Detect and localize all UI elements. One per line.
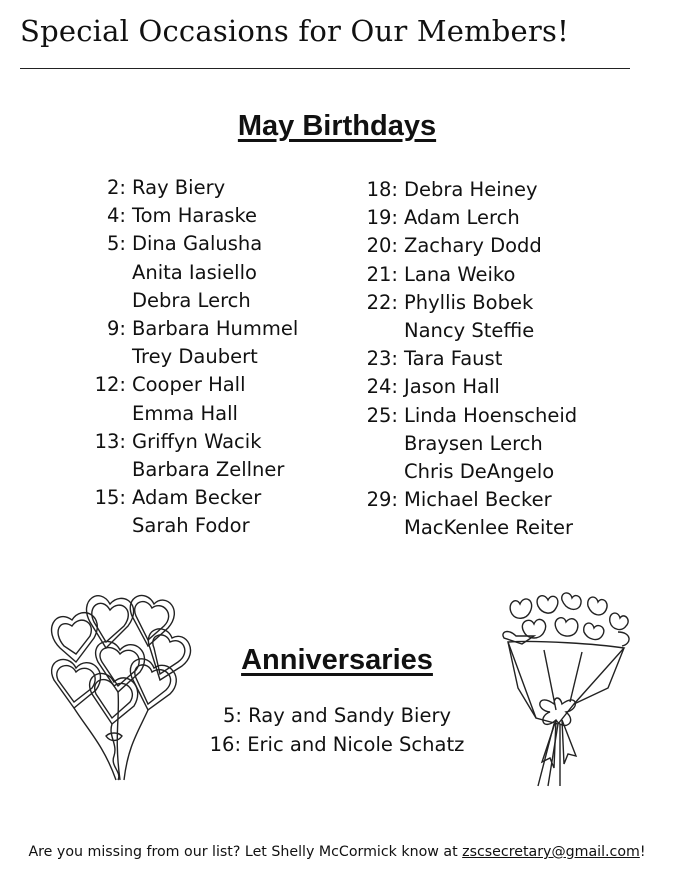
birthday-row (352, 458, 577, 486)
birthday-day: 9: (107, 316, 126, 340)
birthday-row (352, 373, 577, 401)
birthday-name: Barbara Zellner (132, 457, 285, 481)
birthday-day (80, 259, 132, 287)
birthday-name: Adam Becker (132, 486, 262, 510)
birthday-row (352, 261, 577, 289)
birthday-row (80, 259, 298, 287)
birthday-day (352, 458, 404, 486)
birthday-day (80, 456, 132, 484)
birthday-name: Dina Galusha (132, 232, 263, 256)
email-link[interactable]: zscsecretary@gmail.com (462, 844, 640, 860)
birthday-row (80, 315, 298, 343)
birthday-day (352, 317, 404, 345)
flower-bouquet-icon (498, 592, 636, 788)
anniversary-item: 16: Eric and Nicole Schatz (209, 733, 465, 756)
birthday-name: Chris DeAngelo (404, 459, 555, 483)
birthdays-right-column (352, 176, 577, 542)
birthday-name: Sarah Fodor (132, 514, 250, 538)
birthday-name: Tara Faust (404, 347, 503, 371)
birthday-day (80, 512, 132, 540)
birthday-name: Braysen Lerch (404, 431, 543, 455)
birthday-name: Nancy Steffie (404, 318, 535, 342)
birthday-row (352, 176, 577, 204)
birthday-name: Cooper Hall (132, 373, 246, 397)
birthday-row (80, 400, 298, 428)
birthday-name: Griffyn Wacik (132, 429, 262, 453)
title-divider (20, 68, 630, 69)
birthday-row (80, 343, 298, 371)
footer-note (0, 844, 674, 860)
birthday-row (352, 514, 577, 542)
birthday-name: Emma Hall (132, 401, 238, 425)
birthday-day: 22: (366, 290, 398, 314)
birthday-day: 29: (366, 488, 398, 512)
birthday-day: 5: (107, 232, 126, 256)
birthday-row (352, 402, 577, 430)
birthday-name: Tom Haraske (132, 204, 258, 228)
birthday-day (352, 514, 404, 542)
birthday-row (80, 428, 298, 456)
birthday-name: Adam Lerch (404, 206, 520, 230)
birthday-row (352, 345, 577, 373)
anniversaries-heading: Anniversaries (241, 644, 433, 676)
birthday-name: Jason Hall (404, 375, 500, 399)
birthday-day: 13: (94, 429, 126, 453)
anniversary-item: 5: Ray and Sandy Biery (222, 704, 452, 727)
birthday-name: Ray Biery (132, 176, 226, 199)
birthday-day: 15: (94, 486, 126, 510)
birthday-row (352, 232, 577, 260)
birthday-name: Lana Weiko (404, 262, 516, 286)
birthdays-heading: May Birthdays (237, 110, 437, 142)
birthday-row (80, 230, 298, 258)
birthday-day (80, 400, 132, 428)
birthday-name: Trey Daubert (132, 345, 258, 369)
birthday-name: Debra Heiney (404, 178, 538, 201)
birthday-row (352, 486, 577, 514)
birthday-day: 4: (107, 204, 126, 228)
birthday-row (80, 174, 298, 202)
birthday-day: 12: (94, 373, 126, 397)
birthday-name: Anita Iasiello (132, 260, 257, 284)
birthday-row (352, 317, 577, 345)
birthday-name: Michael Becker (404, 488, 552, 512)
birthday-row (80, 371, 298, 399)
footer-text: Are you missing from our list? Let Shelly McCormick know at (28, 844, 463, 860)
birthday-row (80, 202, 298, 230)
birthday-day: 23: (366, 347, 398, 371)
page-title: Special Occasions for Our Members! (20, 14, 569, 48)
birthday-day (80, 287, 132, 315)
birthday-day: 24: (366, 375, 398, 399)
birthday-day: 19: (366, 206, 398, 230)
birthday-name: Phyllis Bobek (404, 290, 534, 314)
birthday-day: 18: (366, 178, 398, 201)
birthday-row (80, 512, 298, 540)
birthday-row (80, 287, 298, 315)
birthday-day (352, 430, 404, 458)
birthday-name: Barbara Hummel (132, 316, 299, 340)
birthday-day: 20: (366, 234, 398, 258)
birthday-row (352, 430, 577, 458)
birthday-name: Linda Hoenscheid (404, 403, 578, 427)
footer-suffix: ! (639, 844, 646, 860)
birthday-day: 2: (107, 176, 126, 199)
birthday-name: Zachary Dodd (404, 234, 542, 258)
birthday-row (80, 456, 298, 484)
birthday-day: 25: (366, 403, 398, 427)
birthday-day: 21: (366, 262, 398, 286)
birthday-name: Debra Lerch (132, 288, 251, 312)
birthday-row (352, 204, 577, 232)
birthday-name: MacKenlee Reiter (404, 516, 574, 540)
birthday-row (352, 289, 577, 317)
birthday-row (80, 484, 298, 512)
birthdays-left-column (80, 174, 298, 540)
birthday-day (80, 343, 132, 371)
